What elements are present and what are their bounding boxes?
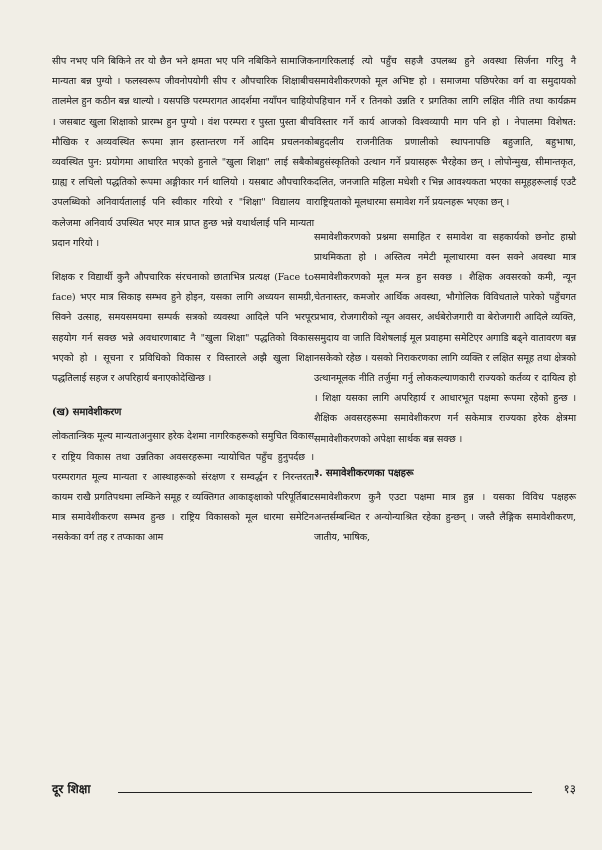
section-heading-aspects: ३. समावेशीकरणका पक्षहरू (314, 467, 414, 479)
page-footer (52, 780, 576, 804)
page-number: १३ (563, 782, 576, 796)
left-paragraph-3: लोकतान्त्रिक मूल्य मान्यताअनुसार हरेक देशमा नागरिकहरूको समुचित विकास र राष्ट्रिय विकास तथा उन्नतिका अवसरहरूमा न्यायोचित पहुँच हुनुपर्दछ । परम्परागत मूल्य मान्यता र आस्थाहरूको संरक्षण र सम्वर्द्धन र निरन्तरता कायम राखै प्रगतिपथमा लम्किने समूह र व्यक्तिगत आकाङ्क्षाको परिपूर्तिबाट मात्र समावेशीकरण सम्भव हुन्छ । राष्ट्रिय विकासको मूल धारमा समेटिन नसकेका वर्ग तह र तप्काका आम (52, 431, 314, 544)
left-column (52, 52, 314, 563)
section-heading-inclusion: (ख) समावेशीकरण (52, 407, 122, 419)
right-paragraph-3: समावेशीकरण कुनै एउटा पक्षमा मात्र हुन्न । यसका विविध पक्षहरू अन्तर्सम्बन्धित र अन्योन्याश्रित रहेका हुन्छन् । जस्तै लैङ्गिक समावेशीकरण, जातीय, भाषिक, (314, 492, 576, 544)
left-paragraph-2: शिक्षक र विद्यार्थी कुनै औपचारिक संरचनाको छाताभित्र प्रत्यक्ष (Face to face) भएर मात्र सिकाइ सम्भव हुने होइन, यसका लागि अध्ययन सामग्री, सिक्ने उत्साह, समयसमयमा सम्पर्क सत्रको व्यवस्था आदिले पनि भरपूर सहयोग गर्न सक्छ भन्ने अवधारणाबाट नै "खुला शिक्षा" पद्धतिको विकास भएको हो । सूचना र प्रविधिको विकास र विस्तारले अझै खुला शिक्षा पद्धतिलाई सहज र अपरिहार्य बनाएकोदेखिन्छ । (52, 272, 314, 385)
journal-title: दूर शिक्षा (52, 782, 91, 796)
footer-divider (118, 792, 532, 793)
right-column (314, 52, 576, 563)
right-paragraph-1: नागरिकलाई त्यो पहुँच सहजै उपलब्ध हुने अवस्था सिर्जना गरिनु नै समावेशीकरणको मूल अभिष्ट हो । समाजमा पछिपरेका वर्ग वा समुदायको पहिचान गर्ने र तिनको उन्नति र प्रगतिका लागि लक्षित नीति तथा कार्यक्रम विस्तार गर्ने कार्य आजको विश्वव्यापी माग पनि हो । नेपालमा विशेषत: बहुदलीय राजनीतिक प्रणालीको स्थापनापछि बहुजाति, बहुभाषा, बहुसंस्कृतिको उत्थान गर्ने प्रयासहरू भैरहेका छन् । लोपोन्मुख, सीमान्तकृत, दलित, जनजाति महिला मधेशी र भिन्न आवश्यकता भएका समूहहरूलाई एउटै राष्ट्रियताको मूलधारमा समावेश गर्ने प्रयत्नहरू भएका छन् । (314, 56, 576, 209)
left-paragraph-1: सीप नभए पनि बिकिने तर यो छैन भने क्षमता भए पनि नबिकिने सामाजिक मान्यता बन्न पुग्यो । फलस्वरूप जीवनोपयोगी सीप र औपचारिक शिक्षाबीच तालमेल हुन कठीन बन्न थाल्यो । यसपछि परम्परागत आदर्शमा नयाँपन चाहियो । जसबाट खुला शिक्षाको प्रारम्भ हुन पुग्यो । वंश परम्परा र पुस्ता पुस्ता बीच मौखिक र अव्यवस्थित रूपमा ज्ञान हस्तान्तरण गर्ने आदिम प्रचलनको व्यवस्थित पुन: प्रयोगमा आधारित भएको हुनाले "खुला शिक्षा" लाई सबैको ग्राह्य र लचिलो पद्धतिको रूपमा अङ्गीकार गर्न थालियो । यसबाट औपचारिक उपलब्धिको अनिवार्यतालाई पनि स्वीकार गरियो र "शिक्षा" विद्यालय वा कलेजमा अनिवार्य उपस्थित भएर मात्र प्राप्त हुन्छ भन्ने यथार्थलाई पनि मान्यता प्रदान गरियो । (52, 56, 314, 249)
right-paragraph-2: समावेशीकरणको प्रश्नमा समाहित र समावेश वा सहकार्यको छनोट हाम्रो प्राथमिकता हो । अस्तित्व नमेटी मूलाधारमा वस्न सक्ने अवस्था मात्र समावेशीकरणको मूल मन्त्र हुन सक्छ । शैक्षिक अवसरको कमी, न्यून चेतनास्तर, कमजोर आर्थिक अवस्था, भौगोलिक विविधताले पारेको पहुँचगत प्रभाव, रोजगारीको न्यून अवसर, अर्धबेरोजगारी वा बेरोजगारी आदिले व्यक्ति, समुदाय वा जाति विशेषलाई मूल प्रवाहमा समेटिएर अगाडि बढ्ने वातावरण बन्न नसकेको रहेछ । यसको निराकरणका लागि व्यक्ति र लक्षित समूह तथा क्षेत्रको उत्थानमूलक नीति तर्जुमा गर्नु लोककल्याणकारी राज्यको कर्तव्य र दायित्व हो । शिक्षा यसका लागि अपरिहार्य र आधारभूत पक्षमा रूपमा रहेको हुन्छ । शैक्षिक अवसरहरूमा समावेशीकरण गर्न सकेमात्र राज्यका हरेक क्षेत्रमा समावेशीकरणको अपेक्षा सार्थक बन्न सक्छ । (314, 231, 576, 445)
